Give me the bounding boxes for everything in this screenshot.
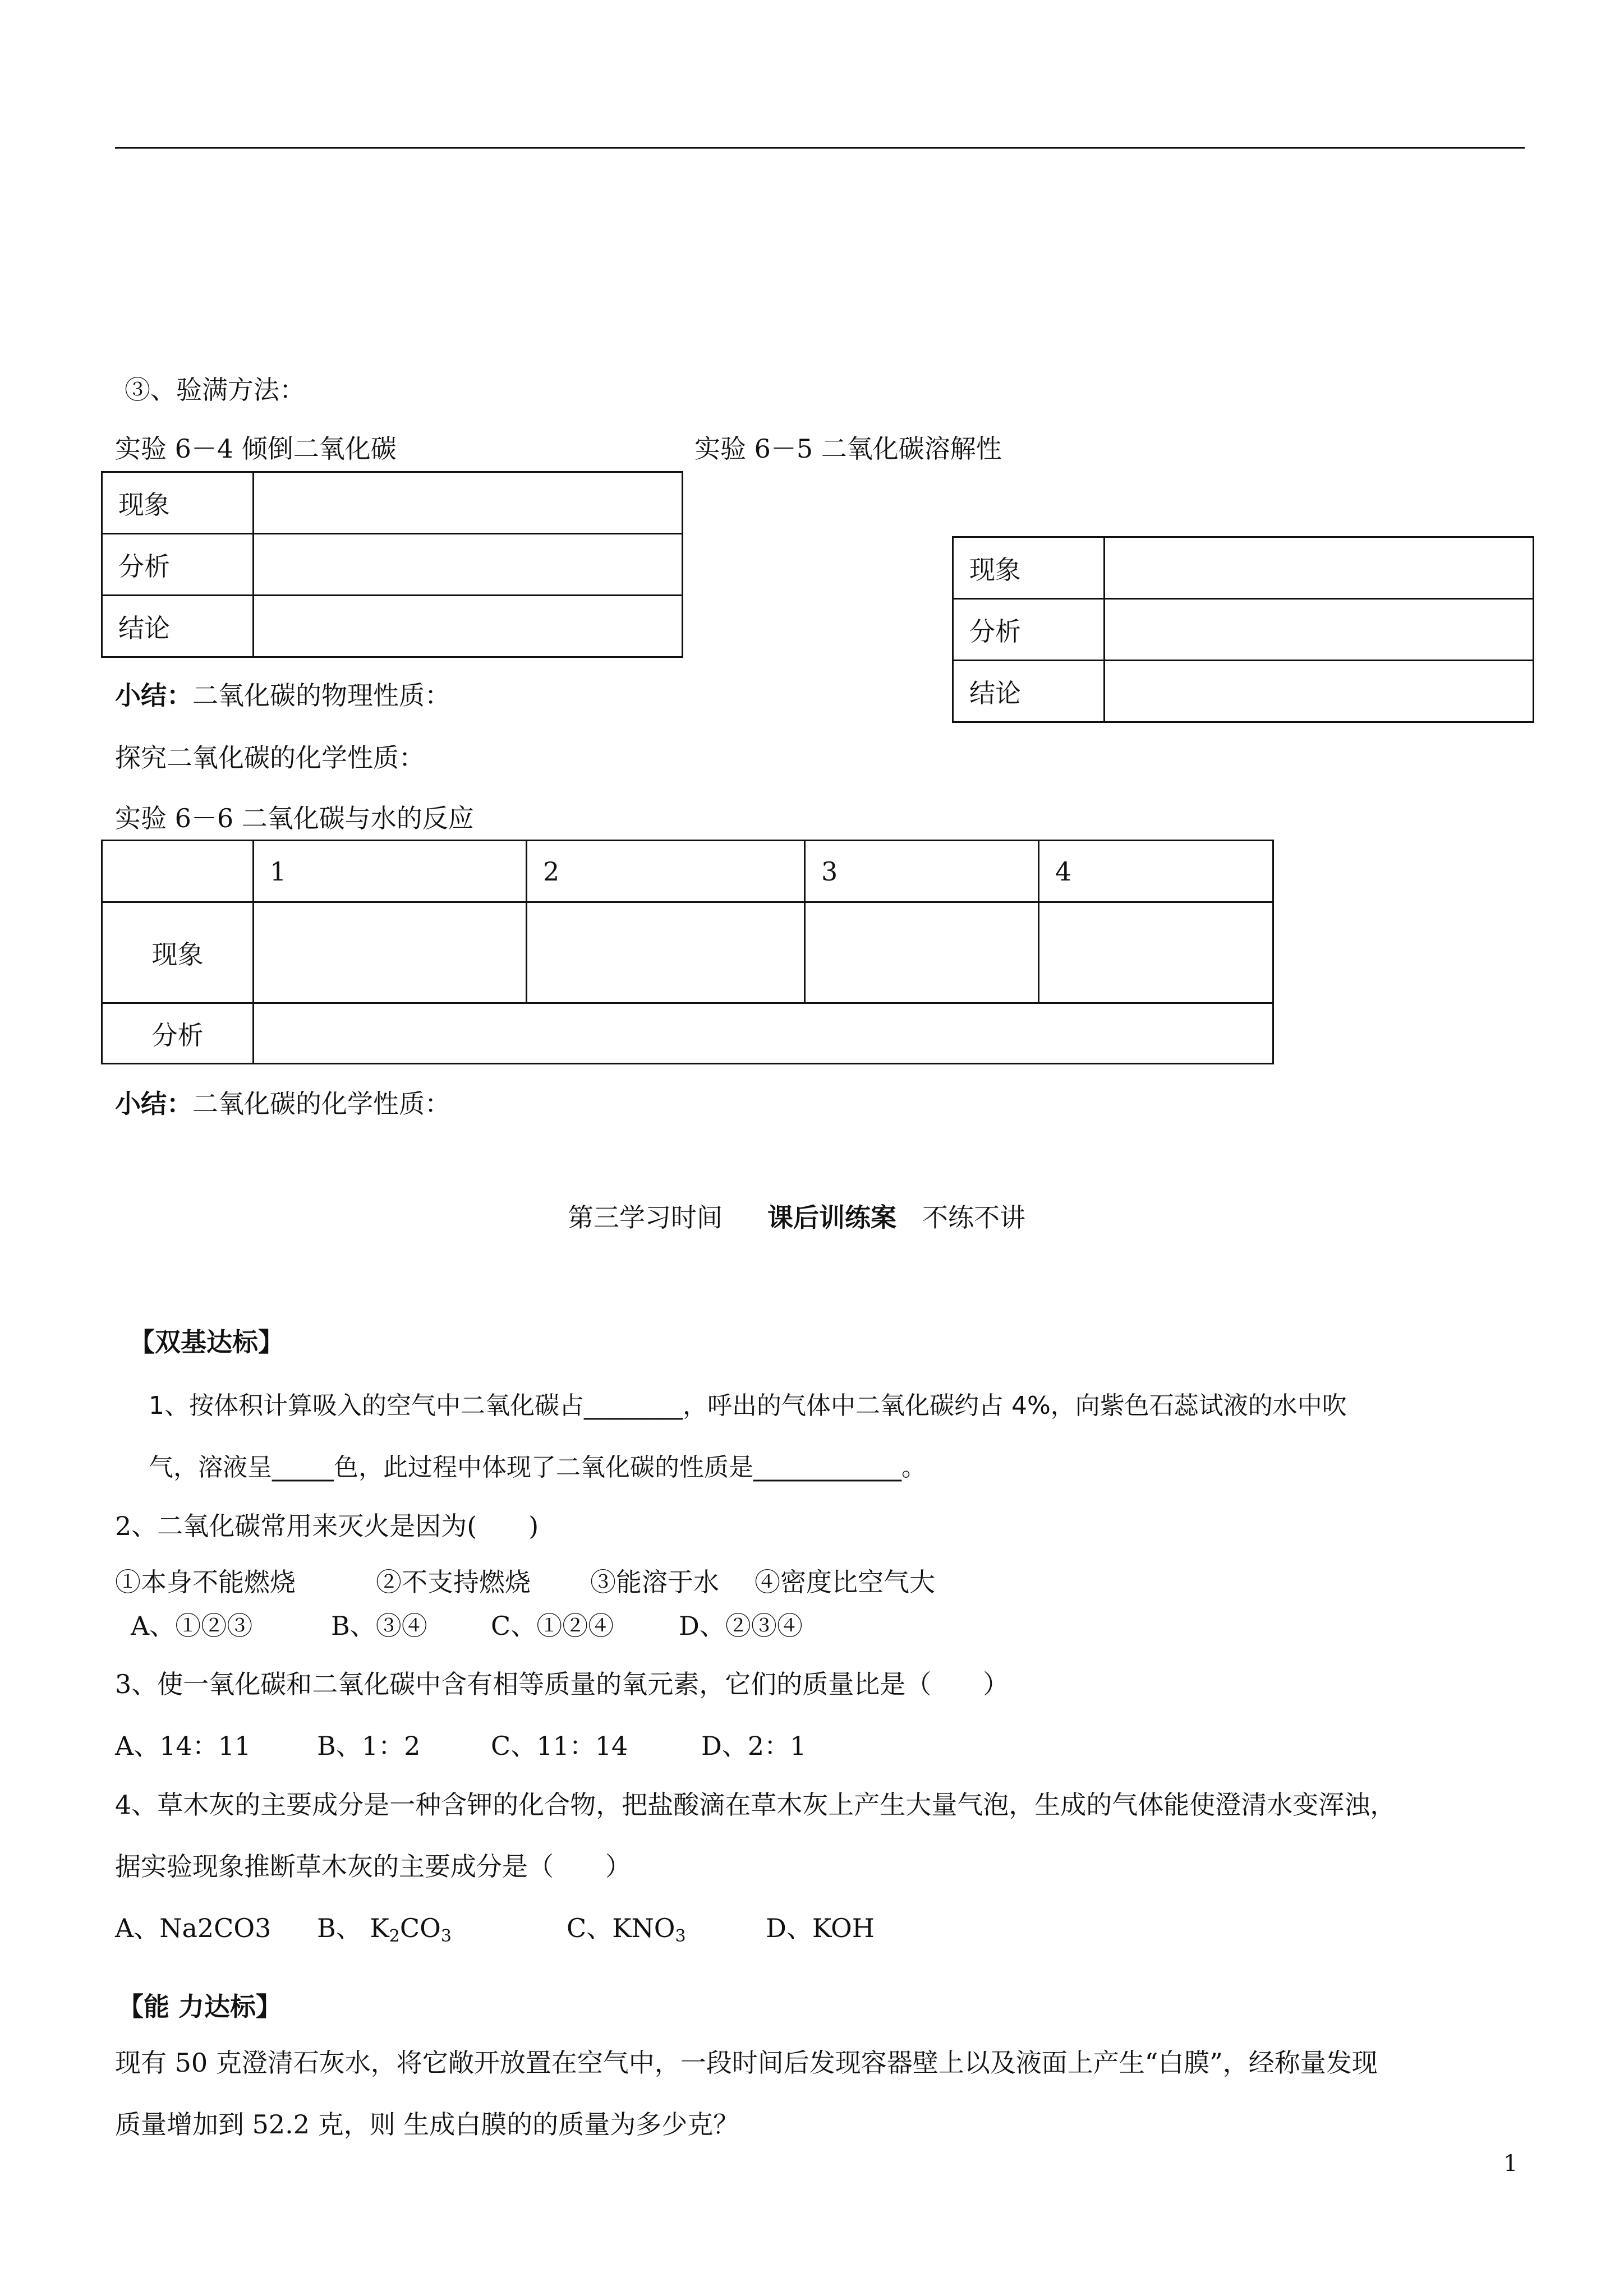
q2-choice: A、①②③ bbox=[131, 1611, 253, 1641]
exp6-row-label: 现象 bbox=[102, 902, 254, 1003]
page-number: 1 bbox=[1503, 2151, 1518, 2177]
exp6-col-header: 1 bbox=[254, 841, 527, 902]
fill-method-line: ③、验满方法： bbox=[125, 375, 305, 405]
exp4-cell[interactable] bbox=[254, 472, 683, 534]
q4-choice-b-sub2: 3 bbox=[440, 1926, 452, 1946]
exp5-row-label: 分析 bbox=[953, 599, 1105, 661]
exp5-cell[interactable] bbox=[1105, 537, 1534, 599]
q2-opt: ④密度比空气大 bbox=[755, 1567, 935, 1597]
exp4-title: 实验 6－4 倾倒二氧化碳 bbox=[115, 434, 397, 464]
q1-line1: 1、按体积计算吸入的空气中二氧化碳占________，呼出的气体中二氧化碳约占 4%，向紫色石蕊试液的水中吹 bbox=[149, 1391, 1347, 1420]
table-row bbox=[102, 472, 683, 534]
q2-opt: ②不支持燃烧 bbox=[376, 1567, 531, 1597]
exp6-cell[interactable] bbox=[1039, 902, 1273, 1003]
exp6-col-header: 3 bbox=[805, 841, 1039, 902]
q2-choice: C、①②④ bbox=[491, 1611, 614, 1641]
q4-choice-b-sub1: 2 bbox=[389, 1926, 400, 1946]
table-row bbox=[102, 902, 1273, 1003]
summary-label: 小结： bbox=[115, 680, 192, 711]
q4-choice-b bbox=[317, 1913, 452, 1946]
exp6-col-header: 4 bbox=[1039, 841, 1273, 902]
table-row bbox=[102, 596, 683, 657]
q2-stem: 2、二氧化碳常用来灭火是因为( ) bbox=[115, 1511, 539, 1541]
q4-choice-c-pre: C、KNO bbox=[567, 1913, 675, 1943]
exp6-cell[interactable] bbox=[527, 902, 805, 1003]
q3-choice: A、14：11 bbox=[115, 1731, 251, 1761]
q4-line2: 据实验现象推断草木灰的主要成分是（ ） bbox=[115, 1851, 631, 1882]
q4-choice-a: A、Na2CO3 bbox=[115, 1913, 272, 1943]
q4-choice-d: D、KOH bbox=[766, 1913, 875, 1943]
ability-line2: 质量增加到 52.2 克，则 生成白膜的的质量为多少克？ bbox=[115, 2109, 739, 2140]
table-row bbox=[953, 537, 1534, 599]
exp4-row-label: 结论 bbox=[102, 596, 254, 657]
exp5-cell[interactable] bbox=[1105, 661, 1534, 722]
summary-chemical bbox=[115, 1091, 450, 1117]
q3-choice: D、2：1 bbox=[701, 1731, 807, 1761]
section-heading bbox=[568, 1202, 1025, 1233]
q4-choice-c-sub: 3 bbox=[675, 1926, 686, 1946]
explore-chemical: 探究二氧化碳的化学性质： bbox=[115, 743, 425, 773]
exp6-row-label: 分析 bbox=[102, 1003, 254, 1064]
exp4-cell[interactable] bbox=[254, 534, 683, 596]
section-heading-part3: 不练不讲 bbox=[922, 1202, 1025, 1233]
exp4-row-label: 分析 bbox=[102, 534, 254, 596]
q4-choice-b-mid: CO bbox=[399, 1913, 441, 1943]
q4-choice-c bbox=[567, 1913, 686, 1946]
basic-header: 【双基达标】 bbox=[129, 1327, 284, 1357]
q1-line2: 气，溶液呈_____色，此过程中体现了二氧化碳的性质是____________。 bbox=[149, 1453, 926, 1482]
exp4-row-label: 现象 bbox=[102, 472, 254, 534]
table-row bbox=[953, 599, 1534, 661]
q2-choice: B、③④ bbox=[331, 1611, 427, 1641]
exp5-cell[interactable] bbox=[1105, 599, 1534, 661]
exp5-table bbox=[952, 536, 1534, 723]
exp6-col-header: 2 bbox=[527, 841, 805, 902]
summary-label: 小结： bbox=[115, 1089, 192, 1119]
q4-line1: 4、草木灰的主要成分是一种含钾的化合物，把盐酸滴在草木灰上产生大量气泡，生成的气体能使澄清水变浑浊， bbox=[115, 1790, 1396, 1820]
exp4-table bbox=[101, 471, 683, 658]
q3-choice: B、1：2 bbox=[317, 1731, 421, 1761]
q2-opt: ③能溶于水 bbox=[590, 1567, 719, 1597]
table-row bbox=[102, 1003, 1273, 1064]
ability-header: 【能 力达标】 bbox=[118, 1991, 282, 2022]
q3-choice: C、11：14 bbox=[491, 1731, 628, 1761]
section-heading-part2: 课后训练案 bbox=[767, 1202, 896, 1233]
exp5-row-label: 现象 bbox=[953, 537, 1105, 599]
exp6-cell[interactable] bbox=[254, 1003, 1273, 1064]
exp6-corner-cell bbox=[102, 841, 254, 902]
summary-physical bbox=[115, 680, 450, 711]
exp6-cell[interactable] bbox=[805, 902, 1039, 1003]
exp6-table bbox=[101, 840, 1274, 1064]
header-rule bbox=[115, 147, 1525, 149]
summary-text: 二氧化碳的物理性质： bbox=[192, 680, 450, 711]
q4-choice-b-pre: B、 K bbox=[317, 1913, 389, 1943]
section-heading-part1: 第三学习时间 bbox=[568, 1202, 723, 1233]
table-row bbox=[953, 661, 1534, 722]
exp5-row-label: 结论 bbox=[953, 661, 1105, 722]
summary-text: 二氧化碳的化学性质： bbox=[192, 1089, 450, 1119]
exp4-cell[interactable] bbox=[254, 596, 683, 657]
q2-opt: ①本身不能燃烧 bbox=[115, 1567, 296, 1597]
exp6-title: 实验 6－6 二氧化碳与水的反应 bbox=[115, 803, 474, 833]
exp5-title: 实验 6－5 二氧化碳溶解性 bbox=[694, 434, 1002, 464]
q3-stem: 3、使一氧化碳和二氧化碳中含有相等质量的氧元素，它们的质量比是（ ） bbox=[115, 1669, 1009, 1699]
exp6-cell[interactable] bbox=[254, 902, 527, 1003]
ability-line1: 现有 50 克澄清石灰水，将它敞开放置在空气中，一段时间后发现容器壁上以及液面上产生“白膜”，经称量发现 bbox=[115, 2048, 1378, 2078]
table-row bbox=[102, 534, 683, 596]
q2-choice: D、②③④ bbox=[679, 1611, 803, 1641]
table-row bbox=[102, 841, 1273, 902]
